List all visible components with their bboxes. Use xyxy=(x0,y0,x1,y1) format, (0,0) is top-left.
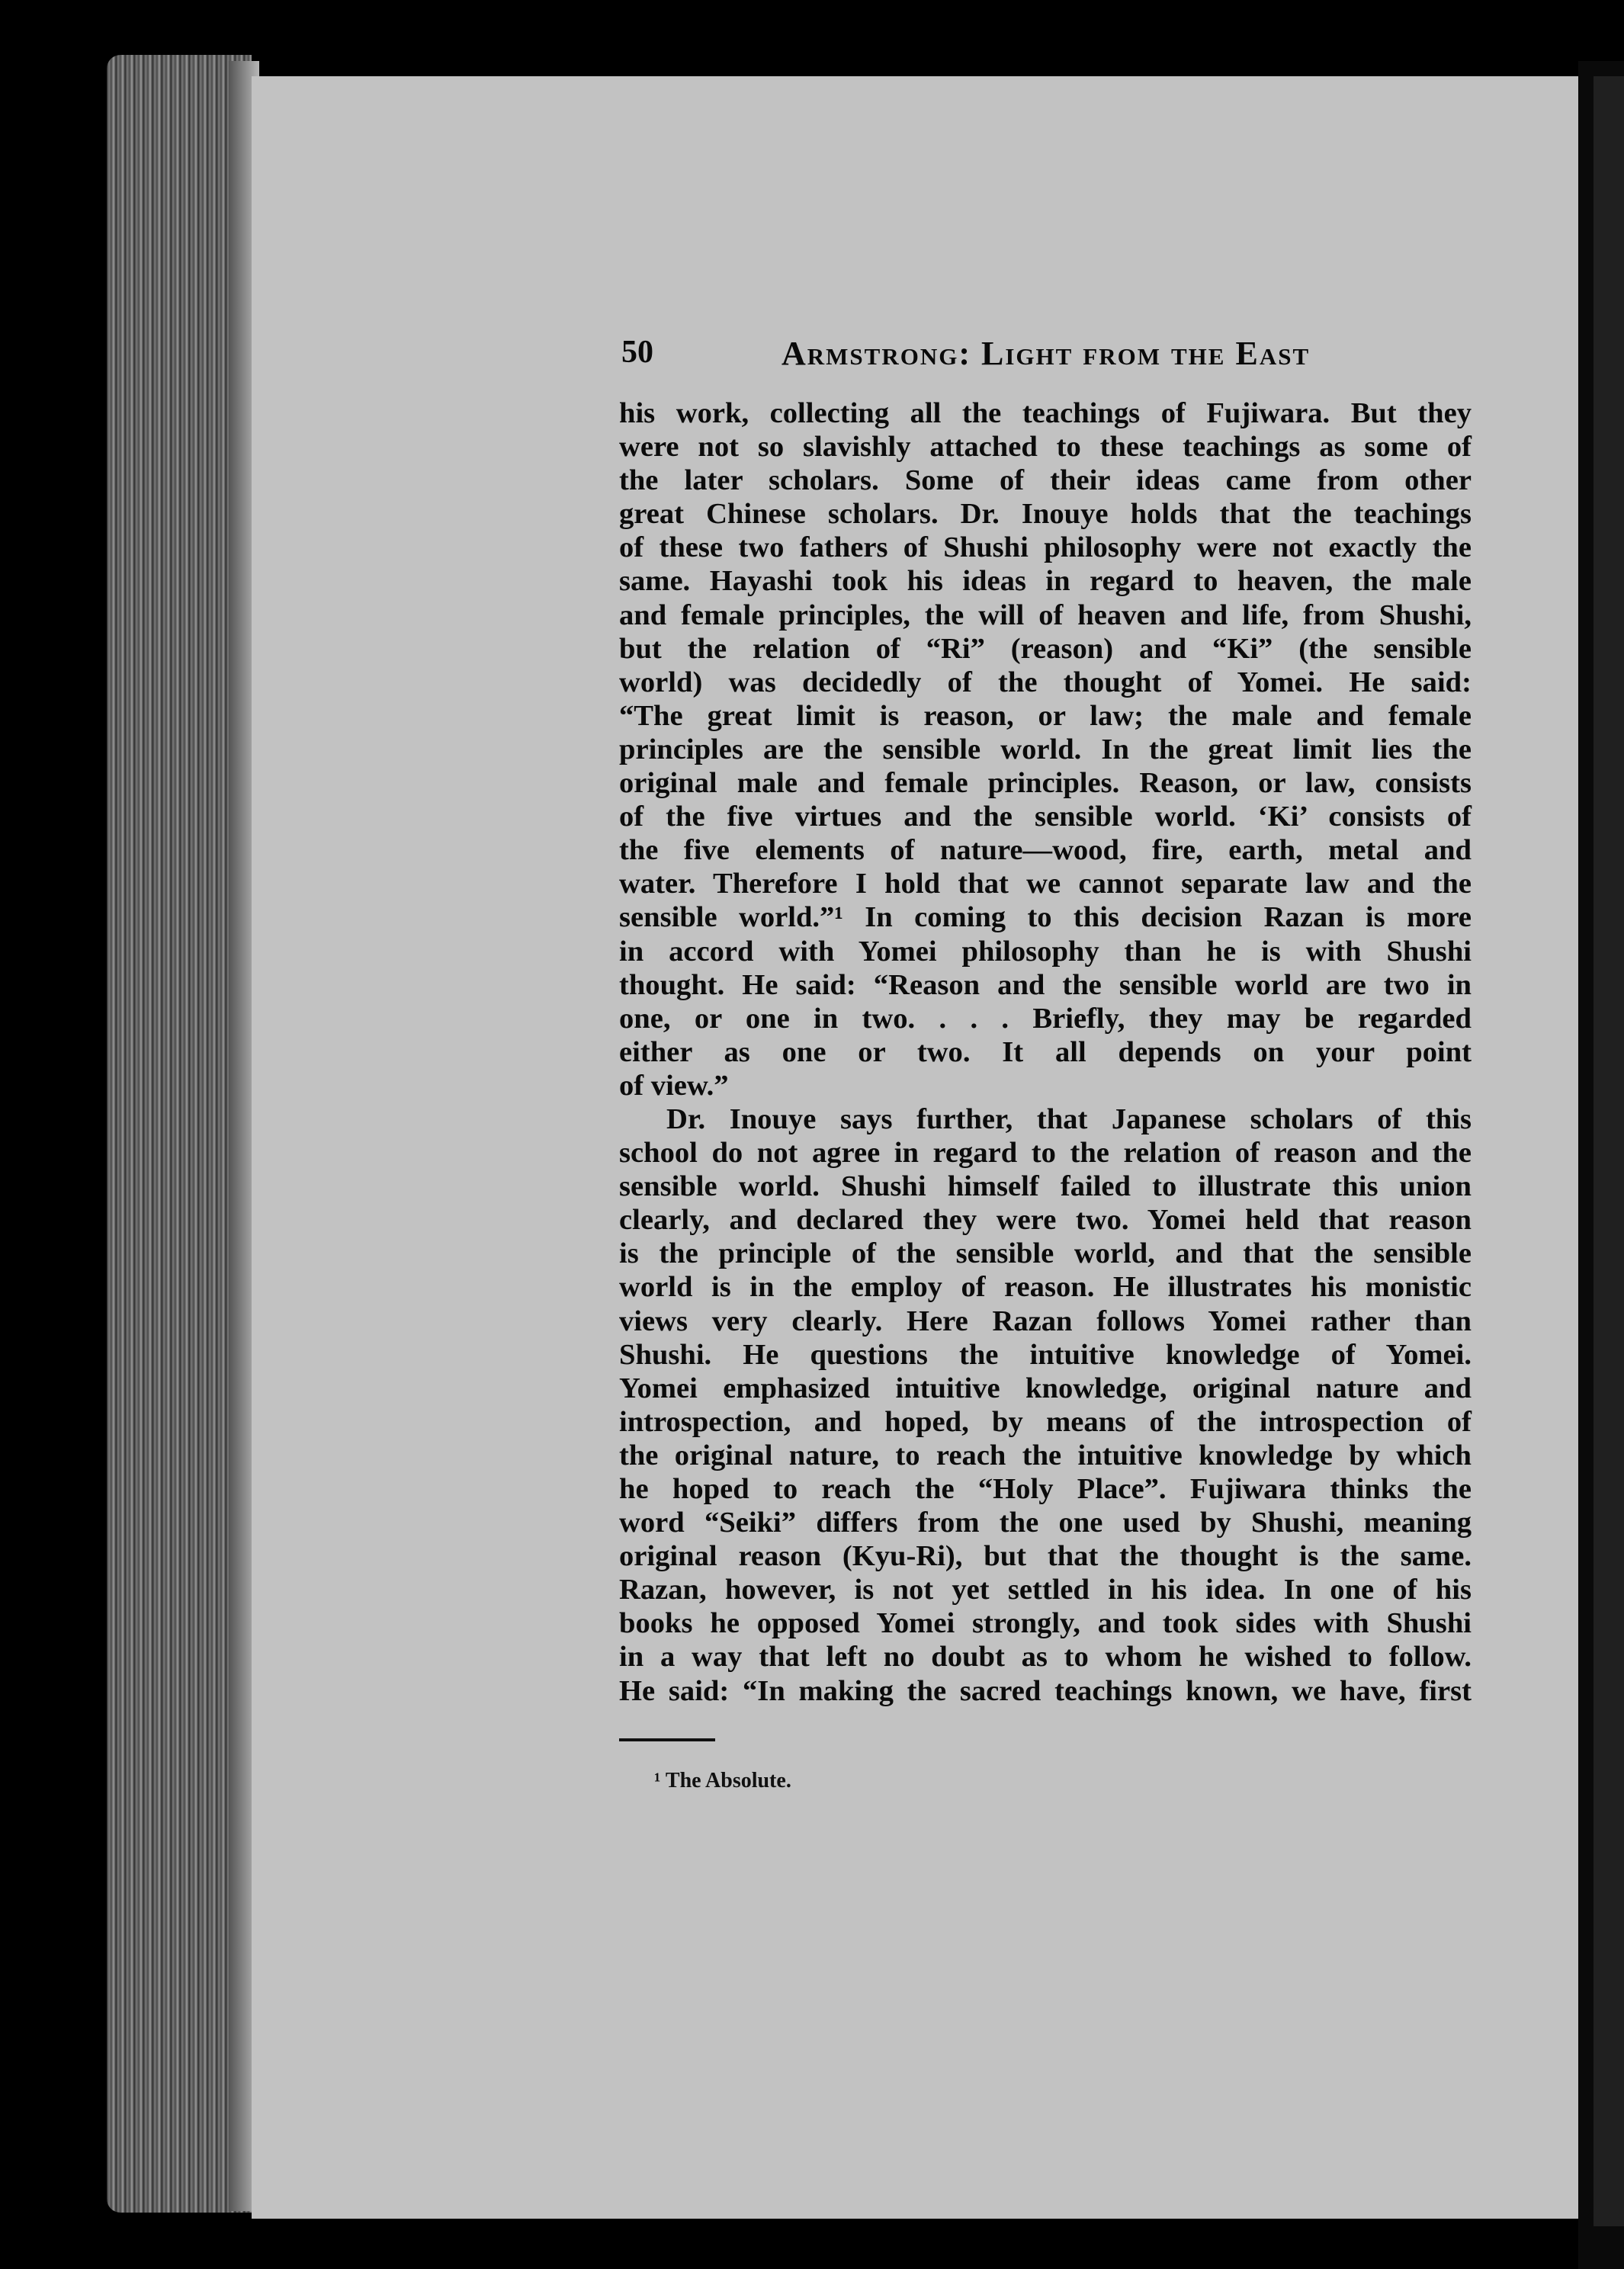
text-line: word “Seiki” differs from the one used by Shushi, meaning xyxy=(619,1507,1472,1539)
text-line: Shushi. He questions the intuitive knowledge of Yomei. xyxy=(619,1338,1472,1371)
text-line: one, or one in two. . . . Briefly, they may be regarded xyxy=(619,1002,1472,1035)
text-line: his work, collecting all the teachings of Fujiwara. But they xyxy=(619,397,1472,429)
text-line: world is in the employ of reason. He illustrates his monistic xyxy=(619,1271,1472,1304)
text-line: views very clearly. Here Razan follows Yomei rather than xyxy=(619,1305,1472,1337)
text-line: school do not agree in regard to the relation of reason and the xyxy=(619,1137,1472,1170)
text-line: the five elements of nature—wood, fire, earth, metal and xyxy=(619,834,1472,867)
text-line: the later scholars. Some of their ideas came from other xyxy=(619,464,1472,497)
text-line: same. Hayashi took his ideas in regard to heaven, the male xyxy=(619,565,1472,598)
text-line: in accord with Yomei philosophy than he is with Shushi xyxy=(619,935,1472,968)
text-line: water. Therefore I hold that we cannot separate law and the xyxy=(619,868,1472,900)
text-line: books he opposed Yomei strongly, and took sides with Shushi xyxy=(619,1607,1472,1640)
paragraph-start-line: Dr. Inouye says further, that Japanese scholars of this xyxy=(666,1102,1472,1135)
text-line: great Chinese scholars. Dr. Inouye holds that the teachings xyxy=(619,498,1472,531)
footnote-rule xyxy=(619,1738,715,1741)
page-number: 50 xyxy=(621,335,653,370)
text-line: He said: “In making the sacred teachings known, we have, first xyxy=(619,1674,1472,1707)
text-line: of view.” xyxy=(619,1069,729,1102)
text-line: in a way that left no doubt as to whom he wished to follow. xyxy=(619,1641,1472,1674)
footnote: ¹ The Absolute. xyxy=(654,1769,791,1792)
body-text xyxy=(619,396,1472,1708)
text-line: original male and female principles. Reason, or law, consists xyxy=(619,767,1472,800)
text-line: and female principles, the will of heaven and life, from Shushi, xyxy=(619,599,1472,631)
running-title: Armstrong: Light from the East xyxy=(782,335,1311,372)
text-line: of the five virtues and the sensible world. ‘Ki’ consists of xyxy=(619,801,1472,833)
text-line: were not so slavishly attached to these teachings as some of xyxy=(619,431,1472,464)
text-line: but the relation of “Ri” (reason) and “Ki” (the sensible xyxy=(619,632,1472,665)
text-line: the original nature, to reach the intuitive knowledge by which xyxy=(619,1439,1472,1471)
text-line: of these two fathers of Shushi philosophy were not exactly the xyxy=(619,531,1472,564)
text-line: either as one or two. It all depends on your point xyxy=(619,1035,1472,1068)
text-line: Razan, however, is not yet settled in his idea. In one of his xyxy=(619,1574,1472,1606)
text-line: Yomei emphasized intuitive knowledge, original nature and xyxy=(619,1372,1472,1404)
text-line: original reason (Kyu-Ri), but that the thought is the same. xyxy=(619,1540,1472,1573)
text-line: he hoped to reach the “Holy Place”. Fujiwara thinks the xyxy=(619,1473,1472,1505)
text-line: thought. He said: “Reason and the sensible world are two in xyxy=(619,968,1472,1001)
text-line: is the principle of the sensible world, and that the sensible xyxy=(619,1237,1472,1270)
running-head xyxy=(621,334,1475,380)
text-line: clearly, and declared they were two. Yomei held that reason xyxy=(619,1204,1472,1237)
text-line: sensible world. Shushi himself failed to illustrate this union xyxy=(619,1170,1472,1203)
text-line: world) was decidedly of the thought of Yomei. He said: xyxy=(619,666,1472,698)
text-line: introspection, and hoped, by means of the introspection of xyxy=(619,1405,1472,1438)
text-line: principles are the sensible world. In the great limit lies the xyxy=(619,733,1472,765)
adjacent-page-edge xyxy=(1594,76,1624,2226)
text-line: “The great limit is reason, or law; the male and female xyxy=(619,699,1472,732)
text-line: sensible world.”¹ In coming to this decision Razan is more xyxy=(619,901,1472,934)
